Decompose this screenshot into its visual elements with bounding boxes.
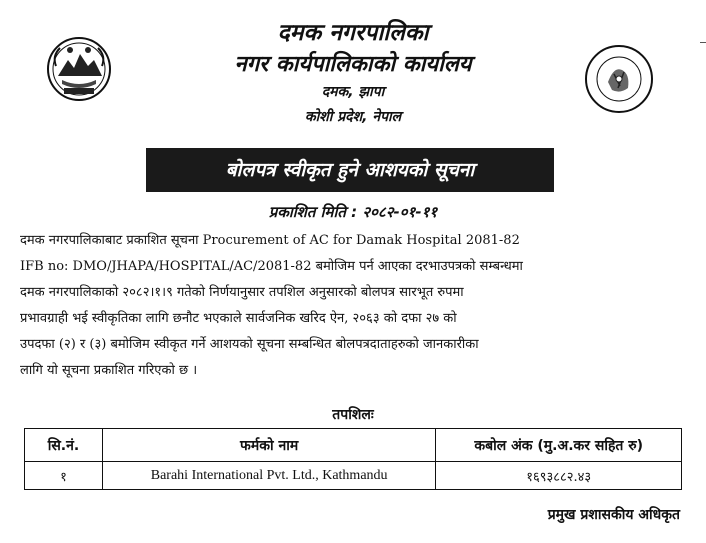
signatory-title: प्रमुख प्रशासकीय अधिकृत (547, 507, 680, 523)
bid-table (24, 428, 682, 490)
office-province: कोशी प्रदेश, नेपाल (304, 109, 402, 125)
office-location: दमक, झापा (321, 84, 385, 100)
notice-body (20, 228, 682, 384)
column-header-amount: कबोल अंक (मु.अ.कर सहित रु) (436, 429, 682, 462)
notice-line: IFB no: DMO/JHAPA/HOSPITAL/AC/2081-82 बमोजिम पर्न आएका दरभाउपत्रको सम्बन्धमा (20, 259, 523, 274)
notice-line: प्रभावग्राही भई स्वीकृतिका लागि छनौट भएकाले सार्वजनिक खरिद ऐन, २०६३ को दफा २७ को (20, 311, 457, 326)
published-date: प्रकाशित मिति : २०८२-०१-११ (268, 203, 438, 221)
table-heading: तपशिलः (332, 407, 374, 423)
column-header-firm: फर्मको नाम (102, 429, 435, 462)
municipality-name: दमक नगरपालिका (277, 20, 429, 46)
table-header-row (25, 429, 682, 462)
cell-sn: १ (25, 462, 103, 490)
column-header-sn: सि.नं. (25, 429, 103, 462)
notice-line: दमक नगरपालिकाबाट प्रकाशित सूचना Procurement of AC for Damak Hospital 2081-82 (20, 233, 520, 248)
notice-line: उपदफा (२) र (३) बमोजिम स्वीकृत गर्ने आशयको सूचना सम्बन्धित बोलपत्रदाताहरुको जानकारीका (20, 337, 479, 352)
notice-line: दमक नगरपालिकाको २०८२।१।९ गतेको निर्णयानुसार तपशिल अनुसारको बोलपत्र सारभूत रुपमा (20, 285, 464, 300)
office-name: नगर कार्यपालिकाको कार्यालय (234, 52, 472, 77)
edge-divider (700, 42, 706, 43)
table-row (25, 462, 682, 490)
damak-municipality-seal-icon (584, 44, 654, 114)
notice-line: लागि यो सूचना प्रकाशित गरिएको छ । (20, 363, 198, 378)
cell-amount: १६९३८८२.४३ (436, 462, 682, 490)
cell-firm: Barahi International Pvt. Ltd., Kathmandu (102, 462, 435, 490)
notice-title-banner: बोलपत्र स्वीकृत हुने आशयको सूचना (146, 148, 554, 192)
